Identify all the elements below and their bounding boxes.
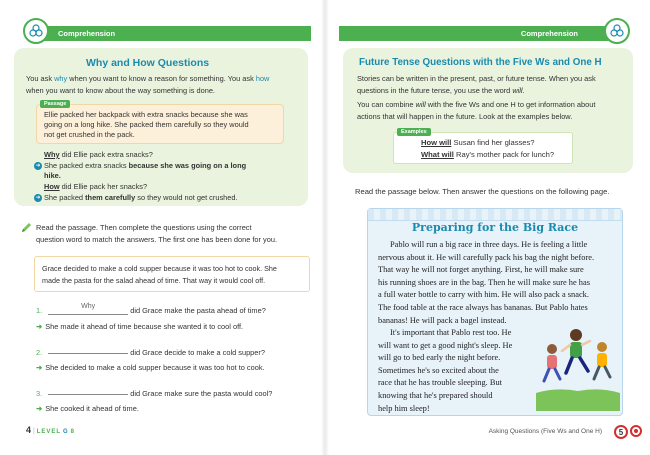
level-letter: G xyxy=(63,429,69,435)
answer-3 xyxy=(36,404,139,413)
question-text: did Grace decide to make a cold supper? xyxy=(128,348,265,357)
question-2 xyxy=(36,347,265,357)
arrow-right-icon: ➜ xyxy=(35,194,41,201)
arrow-right-icon: ➜ xyxy=(36,404,43,413)
question-3 xyxy=(36,388,272,398)
answer-blank-2[interactable] xyxy=(48,346,128,354)
answer-bold: them carefully xyxy=(85,192,136,202)
question-number: 1. xyxy=(36,306,43,315)
intro-text-1 xyxy=(357,73,637,96)
passage-line: Ellie packed her backpack with extra snacks because she was xyxy=(44,110,248,119)
runners-illustration xyxy=(536,317,620,411)
example-passage xyxy=(44,110,280,140)
section-header xyxy=(339,26,620,41)
page-title: Why and How Questions xyxy=(86,57,210,69)
intro-how: how xyxy=(255,74,270,83)
story-paragraph-1 xyxy=(378,239,618,327)
passage-instruction: Read the passage below. Then answer the questions on the following page. xyxy=(355,187,610,196)
story-line: That way he will not forget anything. First, he will make sure xyxy=(378,265,584,275)
story-card xyxy=(367,208,623,416)
pencil-icon xyxy=(20,222,32,234)
page-number: 4 xyxy=(26,425,32,435)
answer-blank-3[interactable] xyxy=(48,387,128,395)
story-line: nervous about it. He will carefully pack his bag the night before. xyxy=(378,252,595,262)
instruction-line: Read the passage. Then complete the questions using the correct xyxy=(36,223,252,232)
story-line: will go to bed early the night before. xyxy=(378,353,501,363)
story-line: race that he has trouble sleeping. But xyxy=(378,378,502,388)
story-line: a full water bottle to carry with him. He will also pack a snack. xyxy=(378,290,589,300)
intro-line: actions that will happen in the future. Look at the examples below. xyxy=(357,111,573,121)
passage-line: not get crushed in the pack. xyxy=(44,130,135,139)
intro-part: when you want to know a reason for something. You ask xyxy=(67,74,256,83)
intro-emphasis: will xyxy=(415,100,426,109)
example-qword: How will xyxy=(421,138,452,147)
answer-1 xyxy=(36,322,243,331)
intro-line: Stories can be written in the present, past, or future tense. When you ask xyxy=(357,74,596,83)
arrow-right-icon: ➜ xyxy=(35,162,41,169)
page-footer: Asking Questions (Five Ws and One H) xyxy=(488,428,602,435)
question-number: 2. xyxy=(36,348,43,357)
section-header-label: Comprehension xyxy=(520,29,578,38)
page-footer: 4 | LEVEL G 8 xyxy=(26,425,76,435)
instruction-line: question word to match the answers. The first one has been done for you. xyxy=(36,234,278,244)
example-q1 xyxy=(34,150,284,182)
answer-text: She packed extra snacks xyxy=(44,160,129,170)
section-header-label: Comprehension xyxy=(58,29,116,38)
passage-line: going on a long hike. She packed them carefully so they would xyxy=(44,120,249,129)
answer-text: She cooked it ahead of time. xyxy=(45,404,139,413)
story-line: his running shoes are in the bag. Then he will make sure he has xyxy=(378,277,590,287)
example-q2 xyxy=(34,182,284,203)
story-line: The food table at the race always has bananas. But Pablo hates xyxy=(378,302,588,312)
examples-list xyxy=(421,137,554,161)
question-text: did Ellie pack her snacks? xyxy=(59,182,148,191)
runner-middle xyxy=(562,329,590,373)
target-icon xyxy=(630,425,642,437)
question-word: Why xyxy=(44,150,60,159)
instructions xyxy=(36,222,316,245)
story-line: It's important that Pablo rest too. He xyxy=(390,328,512,337)
question-number: 3. xyxy=(36,389,43,398)
level-label: LEVEL xyxy=(36,429,62,435)
answer-text: so they would not get crushed. xyxy=(135,192,238,202)
story-title: Preparing for the Big Race xyxy=(411,221,579,234)
arrow-right-icon: ➜ xyxy=(36,322,43,331)
intro-emphasis: will. xyxy=(512,85,525,95)
answer-text: She packed xyxy=(44,192,86,202)
question-word: How xyxy=(44,182,60,191)
answer-text: She made it ahead of time because she wanted it to cool off. xyxy=(45,322,244,331)
example-text: Ray's mother pack for lunch? xyxy=(453,150,555,159)
answer-blank-1[interactable] xyxy=(48,303,128,315)
section-header xyxy=(34,26,311,41)
page-title: Future Tense Questions with the Five Ws and One H xyxy=(359,57,602,68)
answer-text: She decided to make a cold supper because it was too hot to cook. xyxy=(45,363,265,372)
page-number-badge: 5 xyxy=(614,425,628,439)
right-page xyxy=(325,0,650,455)
intro-text xyxy=(26,73,306,96)
story-line: Pablo will run a big race in three days. He is feeling a little xyxy=(390,240,588,249)
examples-tag: Examples xyxy=(397,128,431,136)
intro-line: when you want to know about the way something is done. xyxy=(26,85,215,95)
passage-tag: Passage xyxy=(40,100,70,108)
answer-bold: hike. xyxy=(44,171,61,180)
brand-logo-icon xyxy=(604,18,630,44)
runner-left xyxy=(544,344,560,381)
intro-part: You can combine xyxy=(357,100,416,109)
story-line: will want to get a good night's sleep. He xyxy=(378,340,513,350)
story-line: help him sleep! xyxy=(378,403,430,413)
brand-logo-icon xyxy=(23,18,49,44)
intro-text-2 xyxy=(357,99,637,122)
question-text: did Ellie pack extra snacks? xyxy=(59,150,153,159)
intro-why: why xyxy=(54,74,68,83)
example-qword: What will xyxy=(421,150,454,159)
story-paragraph-2 xyxy=(378,327,538,415)
passage-text xyxy=(42,263,306,287)
question-1 xyxy=(36,303,266,316)
story-header-band xyxy=(368,209,622,221)
passage-line: made the pasta for the salad ahead of time. That way it would cool off. xyxy=(42,276,266,285)
blank-answer: Why xyxy=(81,303,96,310)
level-number: 8 xyxy=(70,429,76,435)
arrow-right-icon: ➜ xyxy=(36,363,43,372)
story-line: bananas! He will pack a bagel instead. xyxy=(378,315,507,325)
intro-part: questions in the future tense, you use the word xyxy=(357,85,513,95)
intro-part: You ask xyxy=(26,74,55,83)
story-line: knowing that he's prepared should xyxy=(378,390,493,400)
story-line: Sometimes he's so excited about the xyxy=(378,365,499,375)
runner-right xyxy=(594,342,610,379)
intro-part: with the five Ws and one H to get information about xyxy=(425,100,596,109)
question-text: did Grace make the pasta ahead of time? xyxy=(128,306,266,315)
question-text: did Grace make sure the pasta would cool? xyxy=(128,389,273,398)
answer-bold: because she was going on a long xyxy=(128,160,247,170)
passage-line: Grace decided to make a cold supper because it was too hot to cook. She xyxy=(42,264,277,273)
answer-2 xyxy=(36,363,265,372)
example-text: Susan find her glasses? xyxy=(451,138,535,147)
